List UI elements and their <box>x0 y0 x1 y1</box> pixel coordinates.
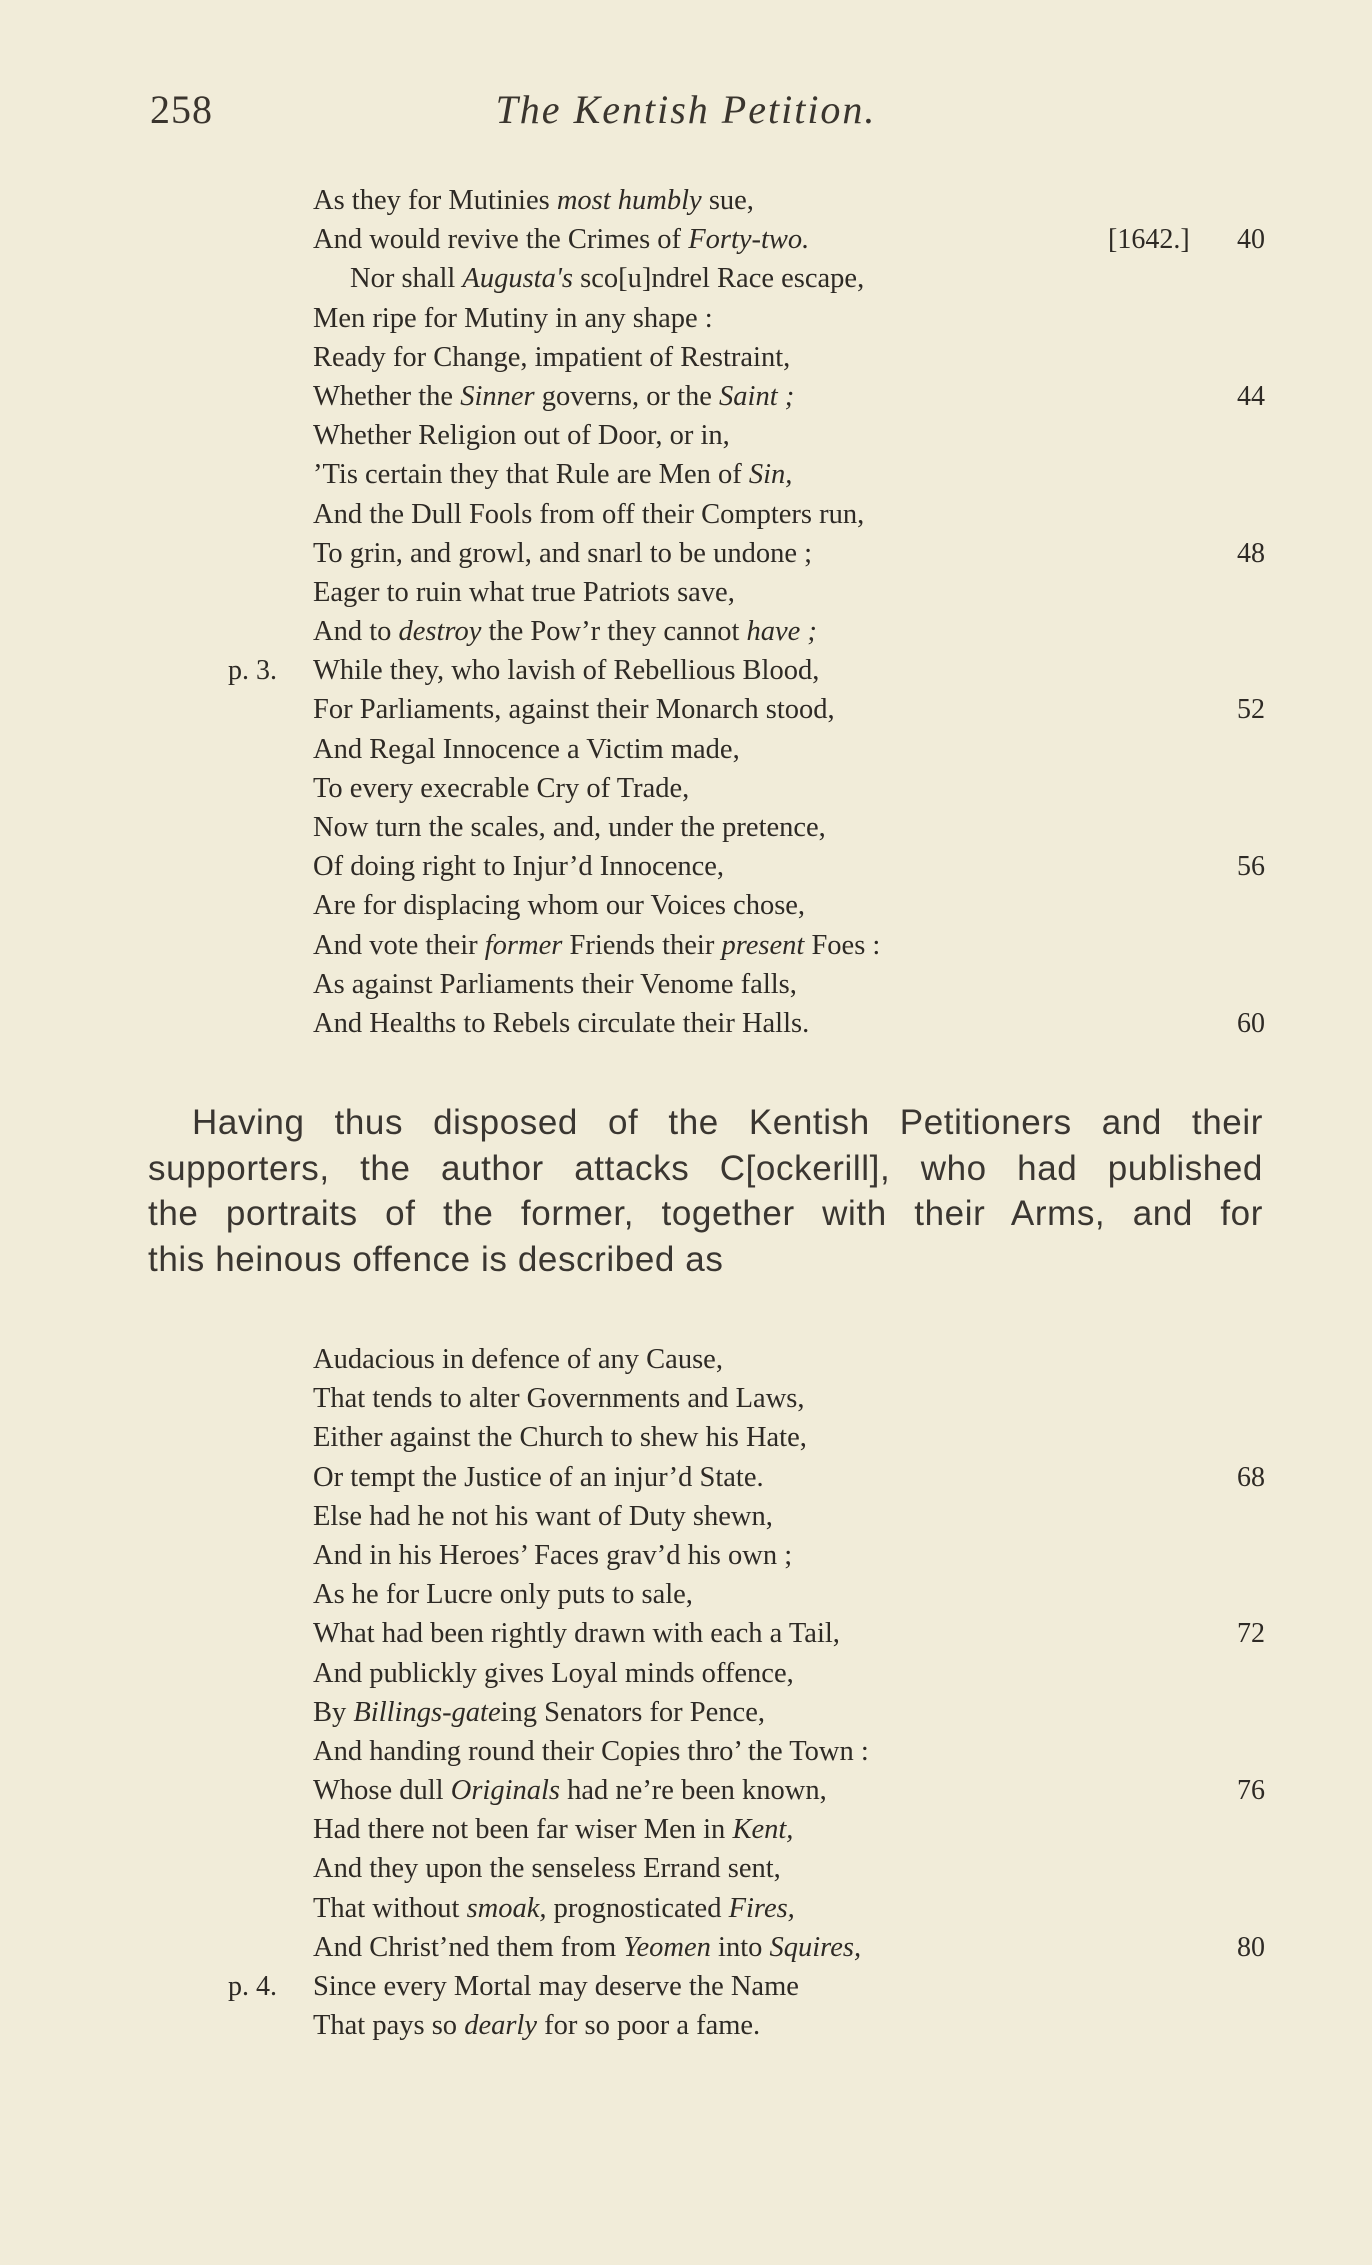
italic-text: destroy <box>398 616 482 648</box>
verse-segment: prognosticated <box>546 1892 729 1924</box>
verse-text <box>313 1693 765 1732</box>
verse-text <box>313 181 754 220</box>
poem-line <box>0 1810 1372 1849</box>
verse-segment: And the Dull Fools from off their Compters run, <box>313 498 865 530</box>
verse-segment: Had there not been far wiser Men in <box>313 1814 733 1846</box>
verse-segment: To grin, and growl, and snarl to be undone ; <box>313 537 813 569</box>
poem-line <box>0 220 1372 259</box>
line-number: 44 <box>1237 380 1265 412</box>
verse-text <box>313 1732 869 1771</box>
verse-text <box>313 1928 861 1967</box>
italic-text: Saint ; <box>719 380 795 412</box>
verse-text <box>313 2006 760 2045</box>
verse-segment: And Regal Innocence a Victim made, <box>313 733 740 765</box>
poem-line <box>0 1967 1372 2006</box>
verse-segment: Are for displacing whom our Voices chose, <box>313 890 806 922</box>
verse-segment: Whose dull <box>313 1775 451 1807</box>
prose-paragraph <box>148 1100 1263 1282</box>
italic-text: Yeomen <box>623 1931 711 1963</box>
italic-text: Squires, <box>769 1931 862 1963</box>
poem-line <box>0 1497 1372 1536</box>
italic-text: Sin, <box>748 459 793 491</box>
verse-segment: Nor shall <box>350 263 463 295</box>
running-title: The Kentish Petition. <box>495 87 877 132</box>
page-number: 258 <box>150 87 213 132</box>
verse-text <box>313 416 730 455</box>
line-number: 56 <box>1237 851 1265 883</box>
verse-text <box>313 495 864 534</box>
poem-line <box>0 573 1372 612</box>
verse-text <box>313 1536 792 1575</box>
verse-text <box>313 220 809 259</box>
verse-text <box>313 1458 764 1497</box>
poem-line <box>0 259 1372 298</box>
poem-line <box>0 886 1372 925</box>
poem-line <box>0 965 1372 1004</box>
poem-line <box>0 377 1372 416</box>
verse-text <box>313 573 735 612</box>
poem-line <box>0 769 1372 808</box>
poem-line <box>0 612 1372 651</box>
verse-text <box>313 1810 793 1849</box>
line-number: 80 <box>1237 1931 1265 1963</box>
verse-segment: And Christ’ned them from <box>313 1931 624 1963</box>
verse-segment: Men ripe for Mutiny in any shape : <box>313 302 713 334</box>
verse-segment: That tends to alter Governments and Laws, <box>313 1383 805 1415</box>
poem-line <box>0 690 1372 729</box>
verse-text <box>313 299 713 338</box>
verse-text <box>313 1889 795 1928</box>
verse-text <box>313 1418 807 1457</box>
verse-segment: Either against the Church to shew his Hate, <box>313 1422 807 1454</box>
poem-line <box>0 847 1372 886</box>
line-number: 72 <box>1237 1618 1265 1650</box>
line-number: 40 <box>1237 224 1265 256</box>
verse-segment: Of doing right to Injur’d Innocence, <box>313 851 725 883</box>
poem-line <box>0 1379 1372 1418</box>
verse-segment: As they for Mutinies <box>313 185 557 216</box>
verse-text <box>313 1771 827 1810</box>
verse-segment: And publickly gives Loyal minds offence, <box>313 1657 794 1689</box>
verse-text <box>313 808 826 847</box>
poem-line <box>0 1458 1372 1497</box>
italic-text: Forty-two. <box>688 224 810 256</box>
line-number: 52 <box>1237 694 1265 726</box>
verse-segment: And handing round their Copies thro’ the Town : <box>313 1735 869 1767</box>
verse-segment: By <box>313 1696 354 1728</box>
verse-segment: Eager to ruin what true Patriots save, <box>313 576 735 608</box>
italic-text: Fires, <box>728 1892 795 1924</box>
verse-text <box>313 847 724 886</box>
verse-text <box>313 1654 794 1693</box>
verse-text <box>313 690 835 729</box>
date-note: [1642.] <box>1108 224 1190 256</box>
verse-text <box>313 926 880 965</box>
verse-segment: And Healths to Rebels circulate their Halls. <box>313 1007 810 1039</box>
verse-segment: To every execrable Cry of Trade, <box>313 772 690 804</box>
verse-text <box>313 730 740 769</box>
poem-line <box>0 338 1372 377</box>
verse-segment: That without <box>313 1892 467 1924</box>
poem-passage-2 <box>0 1340 1372 2045</box>
poem-line <box>0 926 1372 965</box>
verse-segment: And would revive the Crimes of <box>313 224 689 256</box>
verse-segment: And to <box>313 616 399 648</box>
poem-line <box>0 1004 1372 1043</box>
verse-text <box>313 1379 805 1418</box>
verse-text <box>313 1614 840 1653</box>
verse-segment: ing Senators for Pence, <box>500 1696 765 1728</box>
verse-text <box>313 769 689 808</box>
italic-text: Augusta's <box>462 263 574 295</box>
poem-line <box>0 495 1372 534</box>
verse-text <box>313 965 797 1004</box>
italic-text: Billings-gate <box>353 1696 501 1728</box>
line-number: 76 <box>1237 1775 1265 1807</box>
verse-segment: For Parliaments, against their Monarch stood, <box>313 694 835 726</box>
verse-segment: Else had he not his want of Duty shewn, <box>313 1500 773 1532</box>
verse-text <box>313 651 819 690</box>
verse-text <box>313 886 805 925</box>
italic-text: have ; <box>746 616 817 648</box>
verse-segment: into <box>710 1931 770 1963</box>
italic-text: present <box>721 929 805 961</box>
prose-line: Having thus disposed of the Kentish Petitioners and their <box>192 1103 1263 1142</box>
poem-line <box>0 1928 1372 1967</box>
verse-segment: the Pow’r they cannot <box>481 616 747 648</box>
poem-line <box>0 2006 1372 2045</box>
verse-segment: ’Tis certain they that Rule are Men of <box>313 459 749 491</box>
verse-segment: What had been rightly drawn with each a Tail, <box>313 1618 840 1650</box>
line-number: 48 <box>1237 537 1265 569</box>
verse-text <box>313 1497 773 1536</box>
line-number: 68 <box>1237 1461 1265 1493</box>
verse-segment: sco[u]ndrel Race escape, <box>573 263 865 295</box>
verse-segment: sue, <box>701 185 754 216</box>
italic-text: dearly <box>464 2010 537 2042</box>
poem-line <box>0 1340 1372 1379</box>
verse-text <box>313 612 817 651</box>
poem-line <box>0 534 1372 573</box>
page-header <box>0 86 1372 146</box>
line-number: 60 <box>1237 1007 1265 1039</box>
prose-line: this heinous offence is described as <box>148 1239 724 1279</box>
verse-segment: And in his Heroes’ Faces grav’d his own ; <box>313 1539 793 1571</box>
poem-line <box>0 299 1372 338</box>
verse-segment: Foes : <box>804 929 881 961</box>
verse-segment: for so poor a fame. <box>537 2010 761 2042</box>
verse-segment: Friends their <box>562 929 722 961</box>
verse-segment: Or tempt the Justice of an injur’d State. <box>313 1461 764 1493</box>
poem-line <box>0 416 1372 455</box>
original-page-marker: p. 3. <box>228 655 277 687</box>
poem-line <box>0 1418 1372 1457</box>
prose-line: the portraits of the former, together with their Arms, and for <box>148 1194 1263 1233</box>
verse-segment: governs, or the <box>534 380 720 412</box>
poem-passage-1 <box>0 181 1372 1043</box>
verse-text <box>313 534 812 573</box>
poem-line <box>0 1693 1372 1732</box>
verse-text <box>313 455 792 494</box>
verse-text <box>313 1340 723 1379</box>
poem-line <box>0 1614 1372 1653</box>
italic-text: Kent, <box>732 1814 794 1846</box>
verse-text <box>350 259 864 298</box>
verse-text <box>313 338 790 377</box>
verse-segment: As against Parliaments their Venome falls, <box>313 968 797 1000</box>
verse-segment: As he for Lucre only puts to sale, <box>313 1579 693 1611</box>
poem-line <box>0 455 1372 494</box>
poem-line <box>0 1575 1372 1614</box>
verse-text <box>313 1575 693 1614</box>
poem-line <box>0 1732 1372 1771</box>
verse-segment: And they upon the senseless Errand sent, <box>313 1853 781 1885</box>
italic-text: former <box>484 929 563 961</box>
verse-segment: Since every Mortal may deserve the Name <box>313 1971 799 2002</box>
poem-line <box>0 181 1372 220</box>
verse-text <box>313 377 794 416</box>
poem-line <box>0 1849 1372 1888</box>
verse-segment: While they, who lavish of Rebellious Blood, <box>313 655 820 687</box>
italic-text: Originals <box>450 1775 561 1807</box>
italic-text: Sinner <box>460 380 535 412</box>
verse-segment: Now turn the scales, and, under the pretence, <box>313 812 826 843</box>
verse-text <box>313 1967 799 2006</box>
poem-line <box>0 1536 1372 1575</box>
prose-line: supporters, the author attacks C[ockerill], who had published <box>148 1148 1263 1188</box>
poem-line <box>0 1654 1372 1693</box>
verse-segment: Ready for Change, impatient of Restraint, <box>313 341 791 373</box>
poem-line <box>0 1889 1372 1928</box>
verse-segment: Whether Religion out of Door, or in, <box>313 420 730 452</box>
poem-line <box>0 808 1372 847</box>
poem-line <box>0 1771 1372 1810</box>
italic-text: smoak, <box>466 1892 547 1924</box>
verse-segment: had ne’re been known, <box>560 1775 827 1807</box>
italic-text: most humbly <box>556 185 702 216</box>
original-page-marker: p. 4. <box>228 1971 277 2002</box>
verse-segment: Whether the <box>313 380 461 412</box>
poem-line <box>0 651 1372 690</box>
poem-line <box>0 730 1372 769</box>
verse-text <box>313 1849 781 1888</box>
verse-segment: And vote their <box>313 929 485 961</box>
verse-segment: That pays so <box>313 2010 465 2042</box>
verse-segment: Audacious in defence of any Cause, <box>313 1344 723 1375</box>
verse-text <box>313 1004 809 1043</box>
